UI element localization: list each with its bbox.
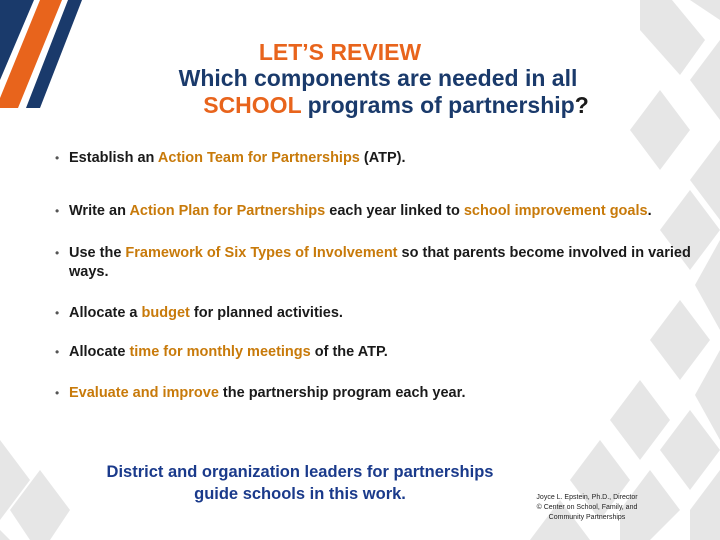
- credit-line3: Community Partnerships: [548, 514, 626, 521]
- bullet-text: [55, 202, 695, 221]
- title-highlight-school: SCHOOL: [203, 92, 302, 118]
- bullet-highlight: Framework of Six Types of Involvement: [125, 245, 398, 261]
- bullet-highlight: Action Plan for Partnerships: [129, 203, 326, 219]
- bullet-text: [55, 149, 695, 168]
- bullet-highlight: time for monthly meetings: [129, 344, 311, 360]
- bullet-item: [55, 149, 695, 168]
- bullet-dot-icon: •: [55, 306, 60, 320]
- bullet-highlight: Evaluate and improve: [69, 385, 219, 401]
- bullet-dot-icon: •: [55, 151, 60, 165]
- bullet-item: [55, 244, 695, 282]
- title-rest: programs of partnership: [301, 92, 575, 118]
- bullet-text-part: Write an: [69, 203, 130, 219]
- bullet-text-part: Allocate a: [69, 305, 142, 321]
- bullet-highlight: Action Team for Partnerships: [157, 150, 360, 166]
- bullet-highlight: school improvement goals: [463, 203, 648, 219]
- bullet-text-part: of the ATP.: [310, 344, 388, 360]
- bullet-item: [55, 384, 695, 403]
- title-question-mark: ?: [574, 92, 589, 118]
- credit-line1: Joyce L. Epstein, Ph.D., Director: [536, 494, 638, 501]
- bullet-text: [55, 384, 695, 403]
- bullet-item: [55, 304, 695, 323]
- bullet-dot-icon: •: [55, 246, 60, 260]
- slide-title-question-line2: [0, 91, 720, 120]
- bullet-text-part: Allocate: [69, 344, 130, 360]
- bullet-item: [55, 343, 695, 362]
- bullet-text: [55, 244, 695, 282]
- bullet-text: [55, 343, 695, 362]
- diamond-pattern-left: [0, 440, 70, 540]
- bullet-item: [55, 202, 695, 221]
- bullet-dot-icon: •: [55, 345, 60, 359]
- slide-title-question-line1: Which components are needed in all: [178, 65, 578, 91]
- bullet-text-part: for planned activities.: [189, 305, 343, 321]
- bullet-text: [55, 304, 695, 323]
- bullet-text-part: (ATP).: [359, 150, 406, 166]
- bullet-text-part: .: [647, 203, 652, 219]
- credit-text: [512, 493, 662, 523]
- bullet-text-part: Establish an: [69, 150, 158, 166]
- footer-line2: guide schools in this work.: [194, 485, 406, 503]
- bullet-text-part: each year linked to: [325, 203, 464, 219]
- slide-title-review: LET’S REVIEW: [258, 39, 422, 65]
- credit-line2: © Center on School, Family, and: [536, 504, 638, 511]
- bullet-text-part: the partnership program each year.: [218, 385, 466, 401]
- bullet-highlight: budget: [141, 305, 190, 321]
- bullet-text-part: so that parents become involved in varied ways.: [69, 245, 691, 280]
- bullet-text-part: Use the: [69, 245, 126, 261]
- bullet-dot-icon: •: [55, 386, 60, 400]
- bullet-dot-icon: •: [55, 204, 60, 218]
- footer-line1: District and organization leaders for partnerships: [106, 463, 494, 481]
- footer-statement: [80, 461, 520, 505]
